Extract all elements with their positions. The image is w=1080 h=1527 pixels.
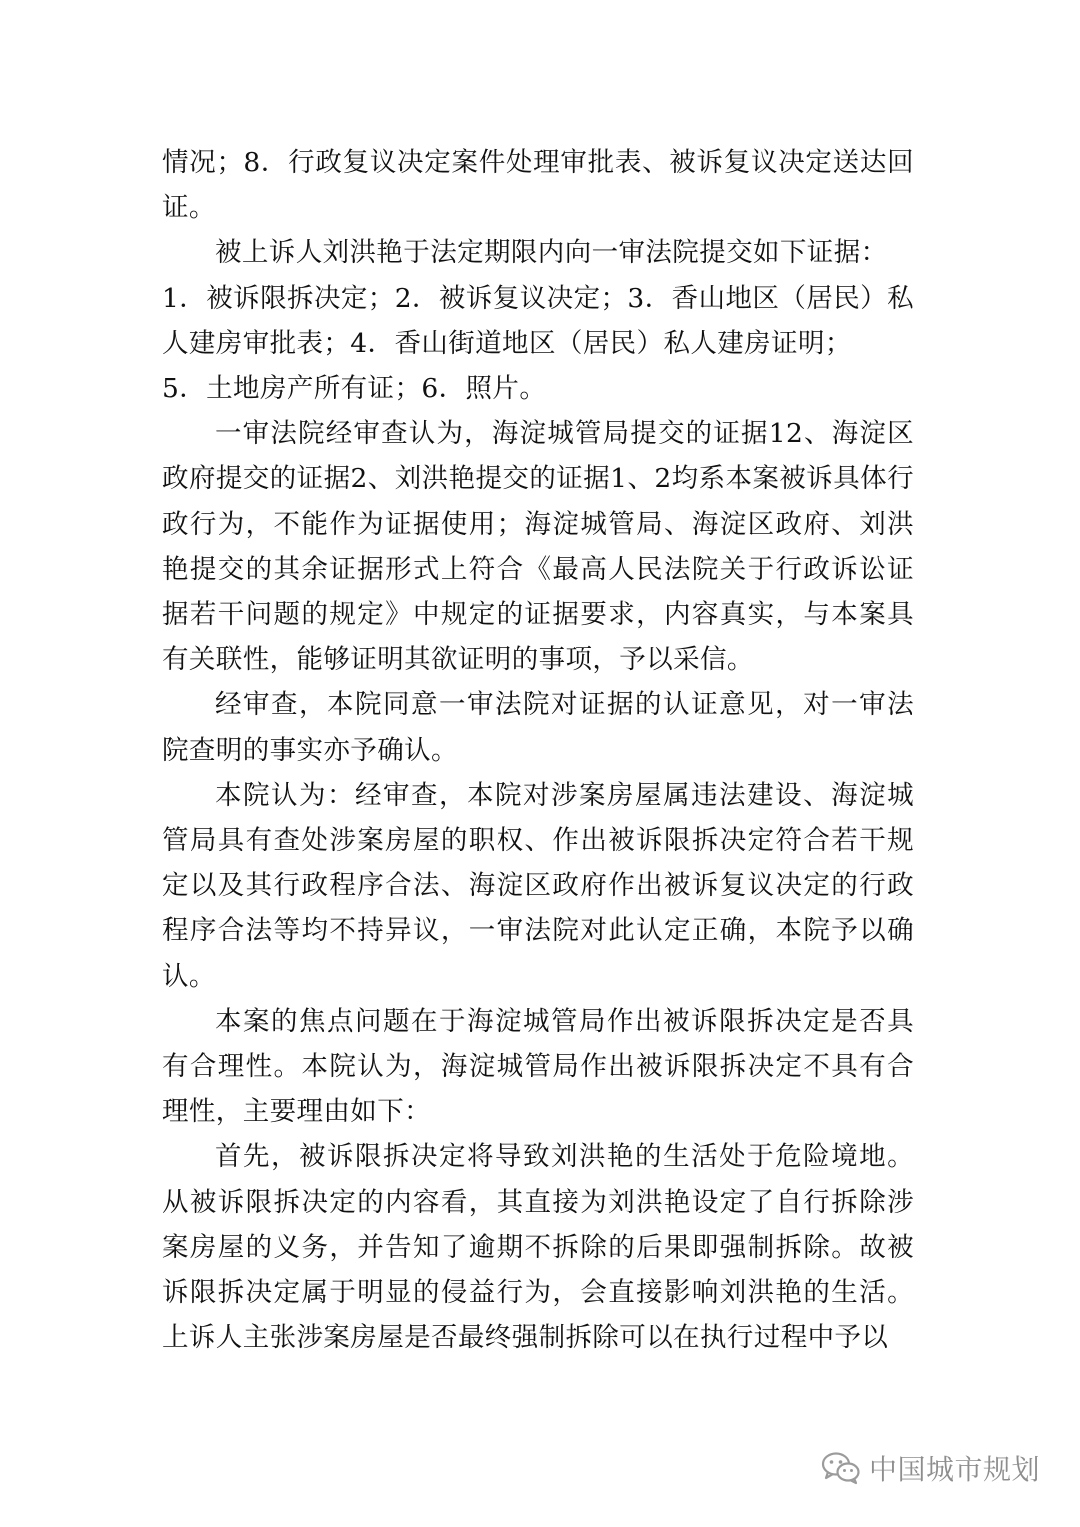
watermark	[821, 1448, 1040, 1488]
paragraph-5: 一审法院经审查认为，海淀城管局提交的证据12、海淀区政府提交的证据2、刘洪艳提交的证据1、2均系本案被诉具体行政行为，不能作为证据使用；海淀城管局、海淀区政府、刘洪艳提交的其余证据形式上符合《最高人民法院关于行政诉讼证据若干问题的规定》中规定的证据要求，内容真实，与本案具有关联性，能够证明其欲证明的事项，予以采信。	[162, 418, 914, 676]
paragraph-3: 1．被诉限拆决定；2．被诉复议决定；3．香山地区（居民）私人建房审批表；4．香山街道地区（居民）私人建房证明；	[162, 282, 914, 359]
watermark-text: 中国城市规划	[868, 1453, 1040, 1486]
document-body	[162, 140, 914, 1360]
paragraph-9: 首先，被诉限拆决定将导致刘洪艳的生活处于危险境地。从被诉限拆决定的内容看，其直接为刘洪艳设定了自行拆除涉案房屋的义务，并告知了逾期不拆除的后果即强制拆除。故被诉限拆决定属于明显的侵益行为，会直接影响刘洪艳的生活。上诉人主张涉案房屋是否最终强制拆除可以在执行过程中予以	[162, 1141, 914, 1354]
paragraph-7: 本院认为：经审查，本院对涉案房屋属违法建设、海淀城管局具有查处涉案房屋的职权、作出被诉限拆决定符合若干规定以及其行政程序合法、海淀区政府作出被诉复议决定的行政程序合法等均不持异议，一审法院对此认定正确，本院予以确认。	[162, 779, 914, 992]
paragraph-2: 被上诉人刘洪艳于法定期限内向一审法院提交如下证据：	[215, 237, 888, 269]
paragraph-6: 经审查，本院同意一审法院对证据的认证意见，对一审法院查明的事实亦予确认。	[162, 689, 914, 766]
paragraph-1: 情况；8．行政复议决定案件处理审批表、被诉复议决定送达回证。	[162, 147, 914, 224]
wechat-icon	[821, 1451, 861, 1485]
paragraph-8: 本案的焦点问题在于海淀城管局作出被诉限拆决定是否具有合理性。本院认为，海淀城管局作出被诉限拆决定不具有合理性，主要理由如下：	[162, 1005, 914, 1128]
paragraph-4: 5．土地房产所有证；6．照片。	[162, 373, 547, 405]
